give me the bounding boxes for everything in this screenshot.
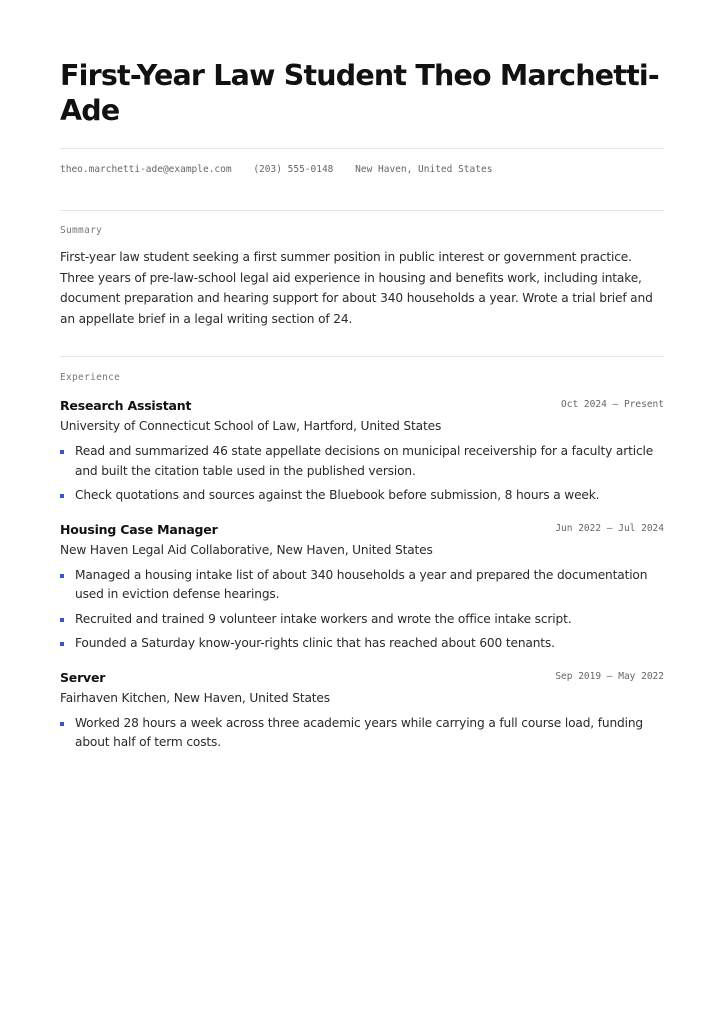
job-organization: Fairhaven Kitchen, New Haven, United States	[60, 690, 330, 705]
job-bullet	[60, 486, 664, 506]
job-bullet-text: Read and summarized 46 state appellate decisions on municipal receivership for a faculty article and built the citation table used in the published version.	[75, 444, 654, 478]
job-header	[60, 397, 664, 415]
job-organization: New Haven Legal Aid Collaborative, New Haven, United States	[60, 542, 433, 557]
summary-heading: Summary	[60, 225, 103, 236]
square-bullet-icon	[60, 450, 64, 454]
candidate-name: First-Year Law Student Theo Marchetti-Ade	[60, 59, 659, 127]
contact-line	[60, 149, 664, 210]
job-bullet-text: Check quotations and sources against the Bluebook before submission, 8 hours a week.	[75, 488, 600, 502]
job-entry	[60, 669, 664, 753]
job-header	[60, 669, 664, 687]
job-title: Research Assistant	[60, 398, 192, 413]
job-bullet-text: Managed a housing intake list of about 340 households a year and prepared the documentation used in eviction defense hearings.	[75, 567, 648, 601]
job-dates: Sep 2019 – May 2022	[555, 670, 664, 682]
job-dates: Oct 2024 – Present	[561, 399, 664, 410]
job-dates: Jun 2022 – Jul 2024	[555, 522, 664, 534]
contact-phone: (203) 555-0148	[253, 164, 334, 175]
job-bullet	[60, 566, 664, 605]
square-bullet-icon	[60, 722, 64, 726]
job-entry	[60, 521, 664, 654]
job-organization: University of Connecticut School of Law, Hartford, United States	[60, 419, 442, 433]
job-bullet-text: Founded a Saturday know-your-rights clinic that has reached about 600 tenants.	[75, 636, 555, 650]
contact-email: theo.marchetti-ade@example.com	[60, 164, 232, 175]
job-bullet	[60, 610, 664, 630]
job-bullet	[60, 442, 664, 481]
job-title: Server	[60, 669, 106, 685]
job-entry	[60, 397, 664, 506]
summary-text: First-year law student seeking a first summer position in public interest or government practice. Three years of pre-law-school legal aid experience in housing and benefits work, including intake, document preparation and hearing support for about 340 households a year. Wrote a trial brief and an appellate brief in a legal writing section of 24.	[60, 250, 653, 326]
square-bullet-icon	[60, 494, 64, 498]
job-bullet-text: Worked 28 hours a week across three academic years while carrying a full course load, funding about half of term costs.	[75, 715, 644, 749]
job-bullets	[60, 714, 664, 753]
experience-heading: Experience	[60, 372, 121, 383]
job-bullet	[60, 714, 664, 753]
square-bullet-icon	[60, 574, 64, 578]
job-header	[60, 521, 664, 539]
square-bullet-icon	[60, 642, 64, 646]
contact-location: New Haven, United States	[355, 164, 493, 175]
job-bullet	[60, 634, 664, 654]
job-bullets	[60, 442, 664, 506]
job-title: Housing Case Manager	[60, 521, 218, 537]
job-bullets	[60, 566, 664, 654]
resume-page	[60, 0, 664, 758]
square-bullet-icon	[60, 618, 64, 622]
job-bullet-text: Recruited and trained 9 volunteer intake workers and wrote the office intake script.	[75, 611, 572, 626]
